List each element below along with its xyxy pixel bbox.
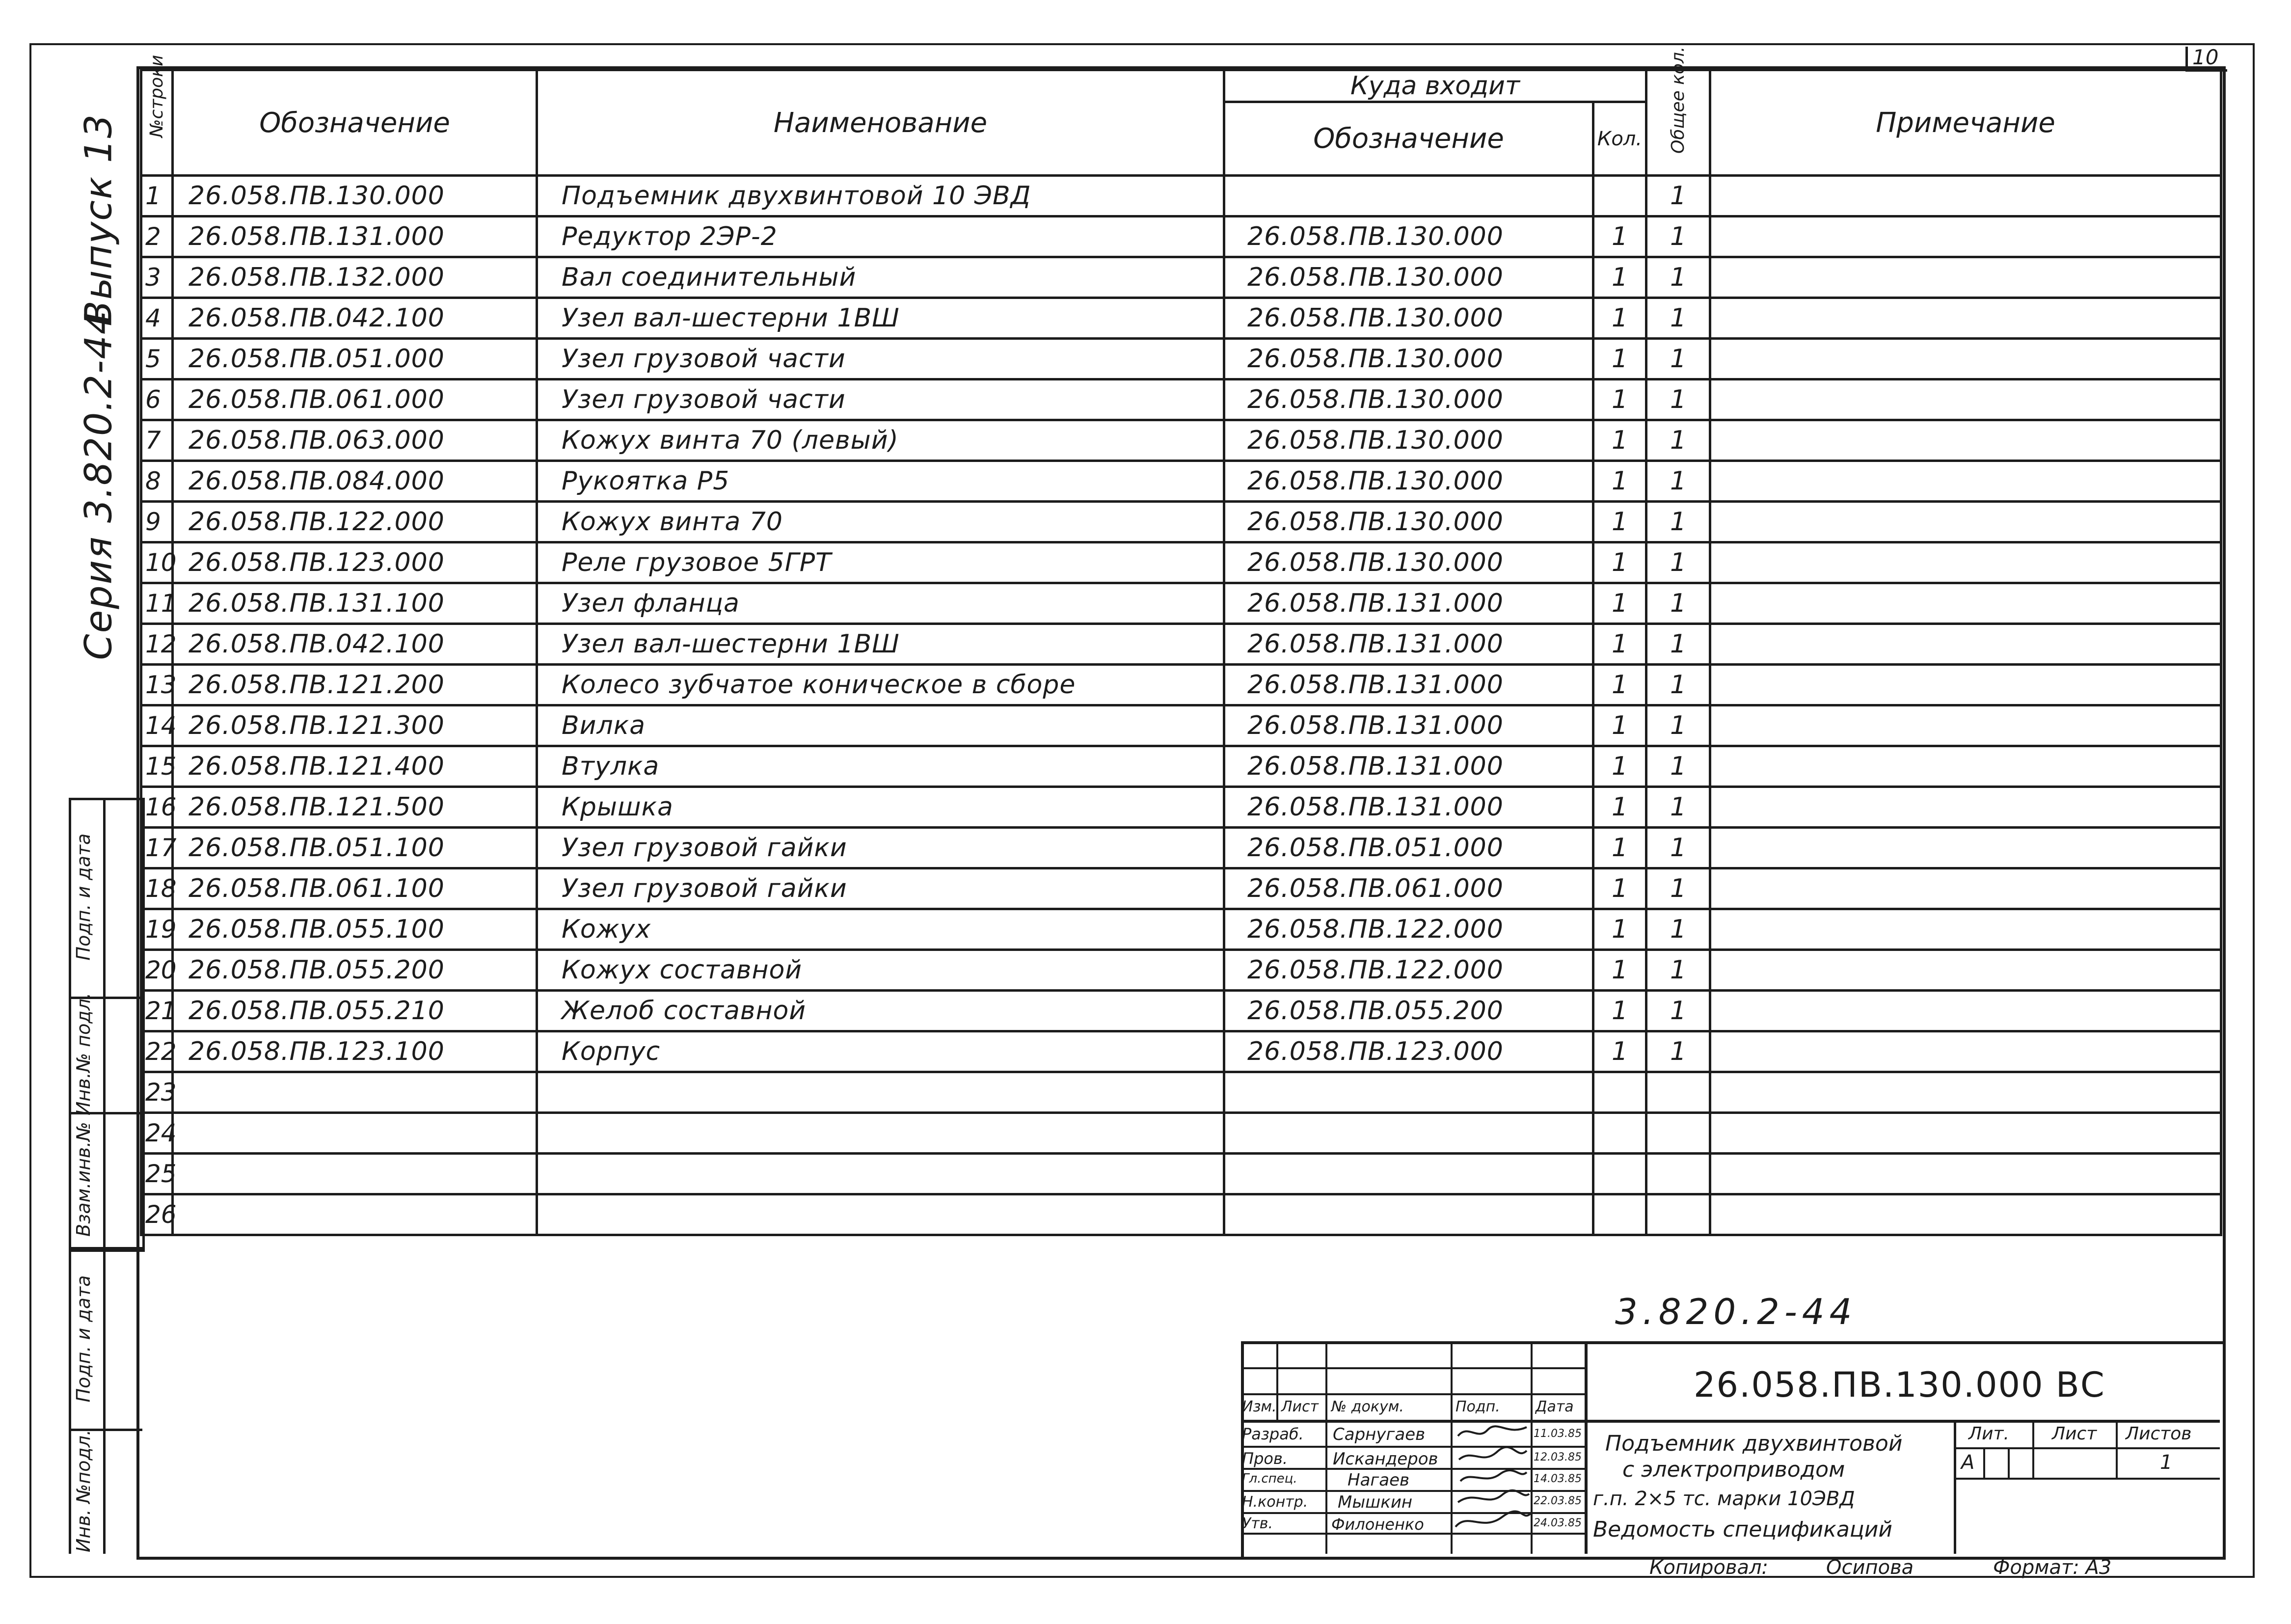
qty-cell [1593,1072,1646,1113]
note-cell [1710,868,2221,909]
where-used-cell: 26.058.ПВ.130.000 [1224,502,1593,542]
tb-name-checker: Искандеров [1333,1449,1438,1469]
table-row [141,787,2221,828]
where-used-cell [1224,176,1593,217]
table-row [141,746,2221,787]
qty-cell: 1 [1593,257,1646,298]
tb-hline-4 [1241,1446,1585,1448]
row-number: 6 [141,379,173,420]
tb-role-normcontrol: Н.контр. [1242,1493,1308,1511]
table-row [141,502,2221,542]
name-cell [537,1194,1224,1235]
total-qty-cell: 1 [1646,542,1710,583]
row-number: 8 [141,461,173,502]
note-cell [1710,583,2221,624]
row-number: 1 [141,176,173,217]
qty-cell: 1 [1593,1031,1646,1072]
tb-label-sign: Подп. [1455,1398,1500,1415]
row-number: 3 [141,257,173,298]
where-used-cell: 26.058.ПВ.061.000 [1224,868,1593,909]
table-row [141,624,2221,665]
name-cell: Редуктор 2ЭР-2 [537,217,1224,257]
series-code: 3.820.2-44 [1615,1291,1857,1332]
strip-label-replace-inv: Взам.инв.№ [73,1122,94,1237]
where-used-cell: 26.058.ПВ.131.000 [1224,787,1593,828]
designation-cell: 26.058.ПВ.121.500 [173,787,537,828]
total-qty-cell: 1 [1646,379,1710,420]
table-row [141,1194,2221,1235]
issue-label: Выпуск 13 [76,113,120,326]
name-cell: Вал соединительный [537,257,1224,298]
header-name: Наименование [537,70,1224,176]
where-used-cell: 26.058.ПВ.130.000 [1224,339,1593,379]
name-cell: Втулка [537,746,1224,787]
name-cell: Кожух винта 70 [537,502,1224,542]
table-row [141,257,2221,298]
designation-cell [173,1072,537,1113]
qty-cell: 1 [1593,991,1646,1031]
name-cell [537,1154,1224,1194]
where-used-cell: 26.058.ПВ.130.000 [1224,379,1593,420]
sheet-label: Лист [2052,1424,2097,1444]
name-cell: Кожух составной [537,950,1224,991]
tb-label-sheet: Лист [1281,1398,1319,1415]
tb-date-3: 14.03.85 [1534,1473,1582,1485]
total-qty-cell [1646,1194,1710,1235]
row-number: 23 [141,1072,173,1113]
total-qty-cell: 1 [1646,298,1710,339]
qty-cell: 1 [1593,909,1646,950]
title-line-1: Подъемник двухвинтовой [1605,1431,1903,1456]
row-number: 25 [141,1154,173,1194]
designation-cell: 26.058.ПВ.123.000 [173,542,537,583]
table-row [141,176,2221,217]
name-cell: Желоб составной [537,991,1224,1031]
total-qty-cell: 1 [1646,746,1710,787]
total-qty-cell: 1 [1646,1031,1710,1072]
qty-cell: 1 [1593,828,1646,868]
title-line-4: Ведомость спецификаций [1593,1517,1892,1542]
designation-cell: 26.058.ПВ.123.100 [173,1031,537,1072]
header-total-qty: Общее кол. [1646,70,1710,176]
qty-cell: 1 [1593,502,1646,542]
row-number: 17 [141,828,173,868]
qty-cell: 1 [1593,217,1646,257]
designation-cell: 26.058.ПВ.055.210 [173,991,537,1031]
table-row [141,868,2221,909]
name-cell: Узел фланца [537,583,1224,624]
where-used-cell [1224,1194,1593,1235]
name-cell: Корпус [537,1031,1224,1072]
tb-hline-3 [1241,1420,2220,1423]
table-row [141,705,2221,746]
row-number: 16 [141,787,173,828]
note-cell [1710,991,2221,1031]
note-cell [1710,339,2221,379]
header-note: Примечание [1710,70,2221,176]
where-used-cell [1224,1072,1593,1113]
table-row [141,909,2221,950]
name-cell: Крышка [537,787,1224,828]
designation-cell: 26.058.ПВ.131.000 [173,217,537,257]
table-row [141,991,2221,1031]
note-cell [1710,461,2221,502]
lit-subcell-2 [2008,1447,2010,1478]
note-cell [1710,542,2221,583]
strip-label-sign-date-1: Подп. и дата [73,833,94,961]
row-number: 7 [141,420,173,461]
name-cell [537,1113,1224,1154]
note-cell [1710,1072,2221,1113]
tb-hline-10 [1954,1478,2220,1480]
qty-cell [1593,1113,1646,1154]
total-qty-cell: 1 [1646,828,1710,868]
qty-cell: 1 [1593,787,1646,828]
row-number: 2 [141,217,173,257]
table-row [141,1031,2221,1072]
tb-date-1: 11.03.85 [1534,1428,1582,1440]
lit-value: А [1961,1451,1975,1474]
where-used-cell: 26.058.ПВ.131.000 [1224,705,1593,746]
where-used-cell: 26.058.ПВ.055.200 [1224,991,1593,1031]
total-qty-cell: 1 [1646,950,1710,991]
title-line-2: с электроприводом [1622,1457,1845,1482]
row-number: 19 [141,909,173,950]
copied-name: Осипова [1826,1556,1914,1579]
where-used-cell: 26.058.ПВ.051.000 [1224,828,1593,868]
total-qty-cell: 1 [1646,217,1710,257]
row-number: 21 [141,991,173,1031]
total-qty-cell [1646,1072,1710,1113]
where-used-cell: 26.058.ПВ.130.000 [1224,420,1593,461]
tb-vline-5 [1585,1341,1588,1554]
name-cell: Реле грузовое 5ГРТ [537,542,1224,583]
note-cell [1710,1113,2221,1154]
tb-date-2: 12.03.85 [1534,1451,1582,1463]
designation-cell: 26.058.ПВ.061.000 [173,379,537,420]
header-row-number: №строки [141,70,173,176]
total-qty-cell: 1 [1646,420,1710,461]
name-cell: Узел вал-шестерни 1ВШ [537,298,1224,339]
note-cell [1710,624,2221,665]
designation-cell: 26.058.ПВ.130.000 [173,176,537,217]
specification-table [140,46,2222,1236]
qty-cell [1593,1194,1646,1235]
table-row [141,339,2221,379]
note-cell [1710,379,2221,420]
tb-vline-8 [2116,1420,2118,1479]
qty-cell: 1 [1593,420,1646,461]
row-number: 4 [141,298,173,339]
tb-vline-1 [1276,1341,1278,1420]
designation-cell: 26.058.ПВ.055.100 [173,909,537,950]
name-cell: Узел вал-шестерни 1ВШ [537,624,1224,665]
tb-hline-6 [1241,1490,1585,1492]
tb-label-change: Изм. [1242,1398,1277,1415]
note-cell [1710,1031,2221,1072]
row-number: 5 [141,339,173,379]
designation-cell [173,1154,537,1194]
document-code: 26.058.ПВ.130.000 ВС [1694,1365,2105,1405]
note-cell [1710,420,2221,461]
note-cell [1710,746,2221,787]
tb-vline-7 [2032,1420,2034,1479]
qty-cell: 1 [1593,705,1646,746]
designation-cell: 26.058.ПВ.061.100 [173,868,537,909]
where-used-cell [1224,1113,1593,1154]
lit-label: Лит. [1968,1424,2009,1444]
name-cell: Колесо зубчатое коническое в сборе [537,665,1224,705]
total-qty-cell: 1 [1646,991,1710,1031]
where-used-cell: 26.058.ПВ.131.000 [1224,665,1593,705]
row-number: 14 [141,705,173,746]
note-cell [1710,909,2221,950]
total-qty-cell: 1 [1646,624,1710,665]
where-used-cell: 26.058.ПВ.130.000 [1224,257,1593,298]
tb-name-approver: Филоненко [1331,1515,1424,1534]
designation-cell: 26.058.ПВ.131.100 [173,583,537,624]
name-cell: Вилка [537,705,1224,746]
sheets-label: Листов [2126,1424,2192,1444]
tb-hline-9 [1954,1447,2220,1449]
table-row [141,420,2221,461]
tb-date-5: 24.03.85 [1534,1517,1582,1529]
table-row [141,1113,2221,1154]
qty-cell: 1 [1593,298,1646,339]
table-row [141,461,2221,502]
designation-cell [173,1113,537,1154]
row-number: 26 [141,1194,173,1235]
total-qty-cell: 1 [1646,868,1710,909]
tb-role-developer: Разраб. [1242,1425,1304,1443]
row-number: 20 [141,950,173,991]
designation-cell: 26.058.ПВ.122.000 [173,502,537,542]
note-cell [1710,1154,2221,1194]
row-number: 22 [141,1031,173,1072]
row-number: 10 [141,542,173,583]
total-qty-cell: 1 [1646,909,1710,950]
tb-name-chief: Нагаев [1348,1470,1410,1490]
designation-cell: 26.058.ПВ.055.200 [173,950,537,991]
title-line-3: г.п. 2×5 тс. марки 10ЭВД [1593,1488,1855,1510]
table-row [141,950,2221,991]
total-qty-cell [1646,1113,1710,1154]
name-cell: Узел грузовой гайки [537,868,1224,909]
strip-divider-v [103,798,106,1554]
specification-body [141,176,2221,1235]
tb-label-docnum: № докум. [1331,1398,1404,1415]
note-cell [1710,257,2221,298]
where-used-cell: 26.058.ПВ.130.000 [1224,298,1593,339]
note-cell [1710,665,2221,705]
designation-cell: 26.058.ПВ.042.100 [173,298,537,339]
total-qty-cell: 1 [1646,705,1710,746]
lit-subcell-1 [1983,1447,1985,1478]
name-cell: Узел грузовой части [537,339,1224,379]
total-qty-cell: 1 [1646,461,1710,502]
qty-cell: 1 [1593,624,1646,665]
row-number: 9 [141,502,173,542]
note-cell [1710,705,2221,746]
total-qty-cell: 1 [1646,176,1710,217]
table-row [141,1154,2221,1194]
tb-hline-7 [1241,1512,1585,1514]
total-qty-cell [1646,1154,1710,1194]
qty-cell: 1 [1593,950,1646,991]
table-row [141,298,2221,339]
note-cell [1710,950,2221,991]
total-qty-cell: 1 [1646,787,1710,828]
where-used-cell: 26.058.ПВ.131.000 [1224,583,1593,624]
row-number: 18 [141,868,173,909]
qty-cell: 1 [1593,339,1646,379]
note-cell [1710,828,2221,868]
sheets-value: 1 [2160,1451,2173,1474]
copied-label: Копировал: [1649,1556,1769,1579]
note-cell [1710,298,2221,339]
designation-cell: 26.058.ПВ.121.400 [173,746,537,787]
format-label: Формат: А3 [1993,1556,2112,1579]
table-row [141,542,2221,583]
table-row [141,665,2221,705]
where-used-cell: 26.058.ПВ.131.000 [1224,624,1593,665]
tb-role-chief: Гл.спец. [1242,1471,1297,1486]
where-used-cell: 26.058.ПВ.122.000 [1224,909,1593,950]
tb-label-date: Дата [1536,1398,1574,1415]
sheet-number: 10 [2192,45,2219,69]
row-number: 15 [141,746,173,787]
note-cell [1710,176,2221,217]
table-row [141,583,2221,624]
total-qty-cell: 1 [1646,665,1710,705]
where-used-cell: 26.058.ПВ.130.000 [1224,217,1593,257]
name-cell: Подъемник двухвинтовой 10 ЭВД [537,176,1224,217]
designation-cell: 26.058.ПВ.051.100 [173,828,537,868]
strip-label-sign-date-2: Подп. и дата [73,1275,94,1403]
where-used-cell: 26.058.ПВ.122.000 [1224,950,1593,991]
row-number: 11 [141,583,173,624]
designation-cell: 26.058.ПВ.063.000 [173,420,537,461]
where-used-cell: 26.058.ПВ.130.000 [1224,461,1593,502]
qty-cell: 1 [1593,583,1646,624]
qty-cell [1593,1154,1646,1194]
designation-cell: 26.058.ПВ.042.100 [173,624,537,665]
table-row [141,1072,2221,1113]
tb-role-checker: Пров. [1242,1449,1288,1468]
note-cell [1710,502,2221,542]
row-number: 12 [141,624,173,665]
total-qty-cell: 1 [1646,257,1710,298]
qty-cell: 1 [1593,868,1646,909]
qty-cell: 1 [1593,461,1646,502]
name-cell: Кожух винта 70 (левый) [537,420,1224,461]
tb-name-developer: Сарнугаев [1333,1425,1426,1444]
tb-vline-6 [1954,1420,1956,1554]
strip-label-inv-orig-1: Инв.№ подл. [73,992,94,1116]
tb-hline-1 [1241,1367,1585,1369]
qty-cell: 1 [1593,542,1646,583]
name-cell: Узел грузовой части [537,379,1224,420]
strip-label-inv-orig-2: Инв. №подл. [73,1429,94,1553]
signature-marks [1453,1421,1532,1551]
header-qty: Кол. [1593,102,1646,176]
name-cell: Кожух [537,909,1224,950]
table-row [141,379,2221,420]
where-used-cell: 26.058.ПВ.130.000 [1224,542,1593,583]
series-label: Серия 3.820.2-44 [76,309,120,660]
qty-cell: 1 [1593,746,1646,787]
where-used-cell: 26.058.ПВ.131.000 [1224,746,1593,787]
tb-hline-2 [1241,1393,1585,1395]
table-row [141,828,2221,868]
header-designation: Обозначение [173,70,537,176]
qty-cell: 1 [1593,379,1646,420]
where-used-cell [1224,1154,1593,1194]
designation-cell [173,1194,537,1235]
total-qty-cell: 1 [1646,339,1710,379]
header-where-used: Куда входит [1224,70,1646,102]
name-cell: Узел грузовой гайки [537,828,1224,868]
strip-left-edge [69,798,71,1554]
table-row [141,217,2221,257]
designation-cell: 26.058.ПВ.084.000 [173,461,537,502]
total-qty-cell: 1 [1646,583,1710,624]
qty-cell: 1 [1593,665,1646,705]
tb-name-normcontrol: Мышкин [1338,1492,1413,1512]
name-cell [537,1072,1224,1113]
note-cell [1710,1194,2221,1235]
where-used-cell: 26.058.ПВ.123.000 [1224,1031,1593,1072]
header-where-designation: Обозначение [1224,102,1593,176]
row-number: 24 [141,1113,173,1154]
designation-cell: 26.058.ПВ.051.000 [173,339,537,379]
note-cell [1710,787,2221,828]
tb-date-4: 22.03.85 [1534,1495,1582,1507]
designation-cell: 26.058.ПВ.121.200 [173,665,537,705]
qty-cell [1593,176,1646,217]
note-cell [1710,217,2221,257]
designation-cell: 26.058.ПВ.132.000 [173,257,537,298]
designation-cell: 26.058.ПВ.121.300 [173,705,537,746]
name-cell: Рукоятка Р5 [537,461,1224,502]
total-qty-cell: 1 [1646,502,1710,542]
tb-role-approver: Утв. [1242,1515,1273,1532]
row-number: 13 [141,665,173,705]
